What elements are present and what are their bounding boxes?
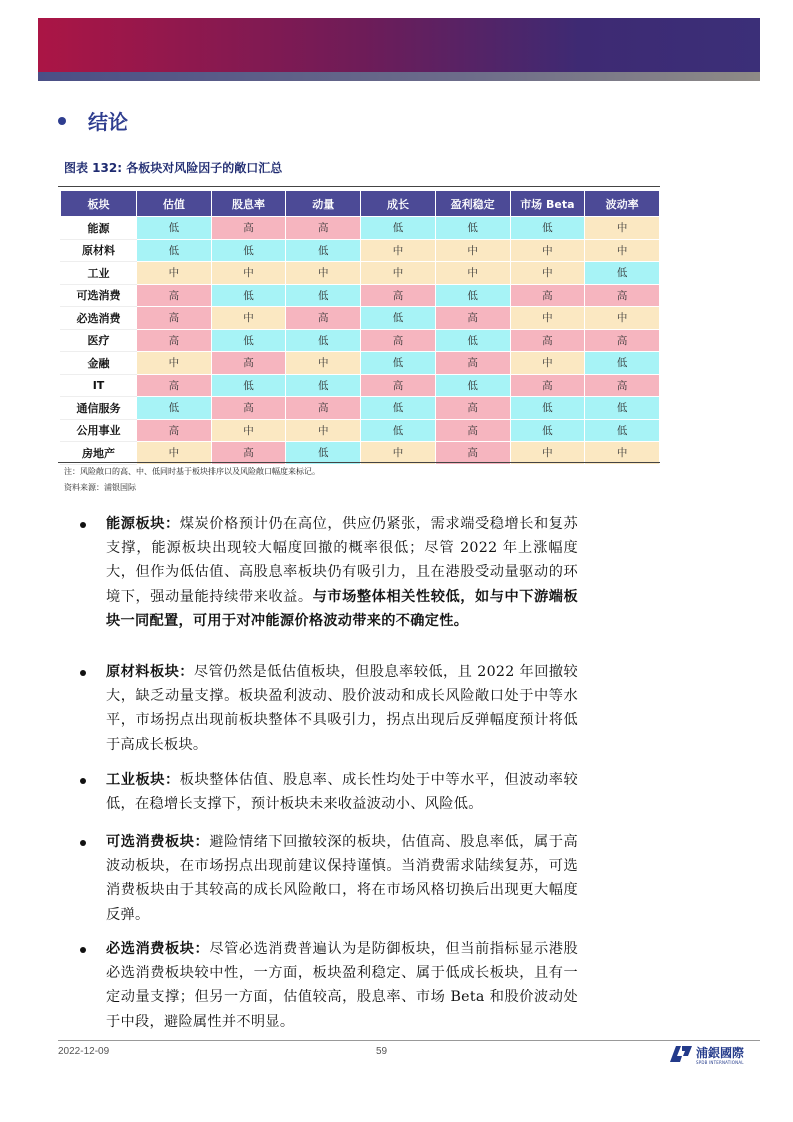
exposure-cell: 低 [286,329,361,352]
column-header: 动量 [286,191,361,217]
exposure-cell: 中 [137,352,212,375]
section-bullet-icon [58,117,66,125]
exposure-cell: 高 [286,397,361,420]
table-row [61,329,660,352]
paragraph-energy [106,512,578,633]
paragraph-lead: 必选消费板块： [106,941,210,957]
exposure-cell: 高 [510,374,585,397]
column-header: 成长 [361,191,436,217]
bullet-icon [80,522,86,528]
exposure-cell: 高 [435,307,510,330]
exposure-cell: 中 [510,352,585,375]
exposure-cell: 低 [211,284,286,307]
paragraph-consumer-discretionary [106,830,578,927]
column-header: 波动率 [585,191,660,217]
exposure-cell: 低 [286,442,361,465]
exposure-cell: 中 [585,307,660,330]
paragraph-body: 尽管仍然是低估值板块，但股息率较低，且 2022 年回撤较大，缺乏动量支撑。板块盈利波动、股价波动和成长风险敞口处于中等水平，市场拐点出现前板块整体不具吸引力，拐点出现后反弹幅度预计将低于高成长板块。 [106,664,578,753]
exposure-cell: 低 [361,419,436,442]
header-banner [38,18,760,72]
bullet-icon [80,670,86,676]
bullet-icon [80,840,86,846]
exposure-cell: 低 [286,239,361,262]
company-logo [668,1042,758,1070]
exposure-cell: 低 [211,374,286,397]
exposure-cell: 高 [361,284,436,307]
exposure-cell: 中 [286,419,361,442]
bullet-icon [80,778,86,784]
column-header: 市场 Beta [510,191,585,217]
exposure-cell: 高 [361,329,436,352]
exposure-cell: 低 [361,397,436,420]
paragraph-body: 煤炭价格预计仍在高位，供应仍紧张，需求端受稳增长和复苏支撑，能源板块出现较大幅度回撤的概率很低；尽管 2022 年上涨幅度大，但作为低估值、高股息率板块仍有吸引力，且在港股受动量驱动的环境下，强动量能持续带来收益。 [106,516,578,605]
exposure-cell: 中 [361,262,436,285]
table-row [61,397,660,420]
exposure-cell: 高 [435,397,510,420]
paragraph-industrials [106,768,578,816]
exposure-cell: 中 [435,262,510,285]
footer-rule [58,1040,760,1041]
page-number: 59 [376,1046,388,1057]
bullet-icon [80,947,86,953]
exposure-cell: 中 [286,352,361,375]
exposure-cell: 低 [585,419,660,442]
exposure-cell: 中 [211,419,286,442]
paragraph-lead: 工业板块： [106,772,180,788]
paragraph-lead: 可选消费板块： [106,834,210,850]
exposure-cell: 低 [137,239,212,262]
row-sector-name: 通信服务 [61,397,137,420]
exposure-cell: 中 [510,262,585,285]
exposure-cell: 高 [137,329,212,352]
exposure-cell: 中 [510,442,585,465]
table-row [61,217,660,240]
exposure-cell: 低 [585,352,660,375]
exposure-cell: 低 [435,217,510,240]
exposure-cell: 低 [286,374,361,397]
column-header: 盈利稳定 [435,191,510,217]
exposure-cell: 高 [137,284,212,307]
exposure-cell: 高 [211,397,286,420]
paragraph-body: 板块整体估值、股息率、成长性均处于中等水平，但波动率较低，在稳增长支撑下，预计板块未来收益波动小、风险低。 [106,772,578,813]
table-row [61,284,660,307]
row-sector-name: 房地产 [61,442,137,465]
exposure-cell: 中 [585,217,660,240]
exposure-cell: 中 [510,307,585,330]
exposure-cell: 高 [435,419,510,442]
exposure-cell: 低 [361,307,436,330]
exposure-cell: 高 [137,374,212,397]
exposure-cell: 高 [137,419,212,442]
exposure-cell: 中 [585,442,660,465]
row-sector-name: IT [61,374,137,397]
exposure-cell: 高 [510,329,585,352]
exposure-cell: 高 [510,284,585,307]
exposure-cell: 中 [435,239,510,262]
exposure-cell: 低 [137,217,212,240]
table-header-row [61,191,660,217]
exposure-cell: 高 [211,352,286,375]
table-source: 资料来源：浦银国际 [64,483,136,492]
row-sector-name: 能源 [61,217,137,240]
exposure-cell: 低 [286,284,361,307]
paragraph-lead: 原材料板块： [106,664,194,680]
exposure-cell: 高 [286,307,361,330]
exposure-cell: 低 [137,397,212,420]
exposure-cell: 中 [585,239,660,262]
exposure-cell: 低 [211,239,286,262]
row-sector-name: 金融 [61,352,137,375]
exposure-cell: 中 [361,442,436,465]
figure-caption [64,159,282,176]
logo-text: 浦銀國際 [696,1046,745,1060]
paragraph-body: 避险情绪下回撤较深的板块，估值高、股息率低，属于高波动板块，在市场拐点出现前建议保持谨慎。当消费需求陆续复苏，可选消费板块由于其较高的成长风险敞口，将在市场风格切换后出现更大幅度反弹。 [106,834,578,923]
exposure-cell: 低 [361,352,436,375]
table-note: 注：风险敞口的高、中、低同时基于板块排序以及风险敞口幅度来标记。 [64,467,320,476]
exposure-cell: 高 [435,352,510,375]
logo-subtext: SPDB INTERNATIONAL [696,1060,744,1065]
table-row [61,419,660,442]
logo-mark-icon [668,1042,694,1064]
paragraph-consumer-staples [106,937,578,1034]
exposure-cell: 高 [361,374,436,397]
exposure-cell: 中 [137,262,212,285]
exposure-cell: 高 [585,284,660,307]
paragraph-lead: 能源板块： [106,516,180,532]
exposure-cell: 低 [510,217,585,240]
exposure-cell: 高 [211,442,286,465]
exposure-cell: 中 [137,442,212,465]
table-row [61,352,660,375]
exposure-cell: 高 [137,307,212,330]
figure-title: 各板块对风险因子的敞口汇总 [126,161,283,175]
exposure-cell: 高 [585,329,660,352]
exposure-cell: 低 [435,374,510,397]
table-row [61,262,660,285]
exposure-cell: 高 [211,217,286,240]
exposure-cell: 中 [361,239,436,262]
exposure-cell: 低 [361,217,436,240]
exposure-cell: 低 [585,397,660,420]
exposure-cell: 低 [211,329,286,352]
row-sector-name: 医疗 [61,329,137,352]
exposure-cell: 高 [435,442,510,465]
table-top-rule [58,186,660,187]
exposure-cell: 低 [435,284,510,307]
row-sector-name: 工业 [61,262,137,285]
exposure-cell: 中 [510,239,585,262]
table-row [61,239,660,262]
row-sector-name: 必选消费 [61,307,137,330]
risk-exposure-table [60,190,660,465]
column-header: 估值 [137,191,212,217]
column-header: 股息率 [211,191,286,217]
table-row [61,374,660,397]
column-header: 板块 [61,191,137,217]
figure-label: 图表 132 [64,161,118,175]
header-banner-stripe [38,72,760,81]
exposure-cell: 中 [211,307,286,330]
exposure-cell: 高 [585,374,660,397]
exposure-cell: 高 [286,217,361,240]
exposure-cell: 中 [286,262,361,285]
footer-date: 2022-12-09 [58,1046,110,1057]
row-sector-name: 原材料 [61,239,137,262]
exposure-cell: 低 [585,262,660,285]
table-row [61,442,660,465]
row-sector-name: 公用事业 [61,419,137,442]
section-title: 结论 [88,110,128,134]
exposure-cell: 中 [211,262,286,285]
exposure-cell: 低 [510,419,585,442]
table-row [61,307,660,330]
table-bottom-rule [58,462,660,463]
row-sector-name: 可选消费 [61,284,137,307]
paragraph-bold: 与市场整体相关性较低，如与中下游端板块一同配置，可用于对冲能源价格波动带来的不确定性。 [106,588,579,629]
paragraph-materials [106,660,578,757]
figure-label-separator: : [117,161,123,175]
exposure-cell: 低 [510,397,585,420]
exposure-cell: 低 [435,329,510,352]
paragraph-body: 尽管必选消费普遍认为是防御板块，但当前指标显示港股必选消费板块较中性，一方面，板块盈利稳定、属于低成长板块，且有一定动量支撑；但另一方面，估值较高，股息率、市场 Beta 和股价波动处于中段，避险属性并不明显。 [106,941,578,1030]
